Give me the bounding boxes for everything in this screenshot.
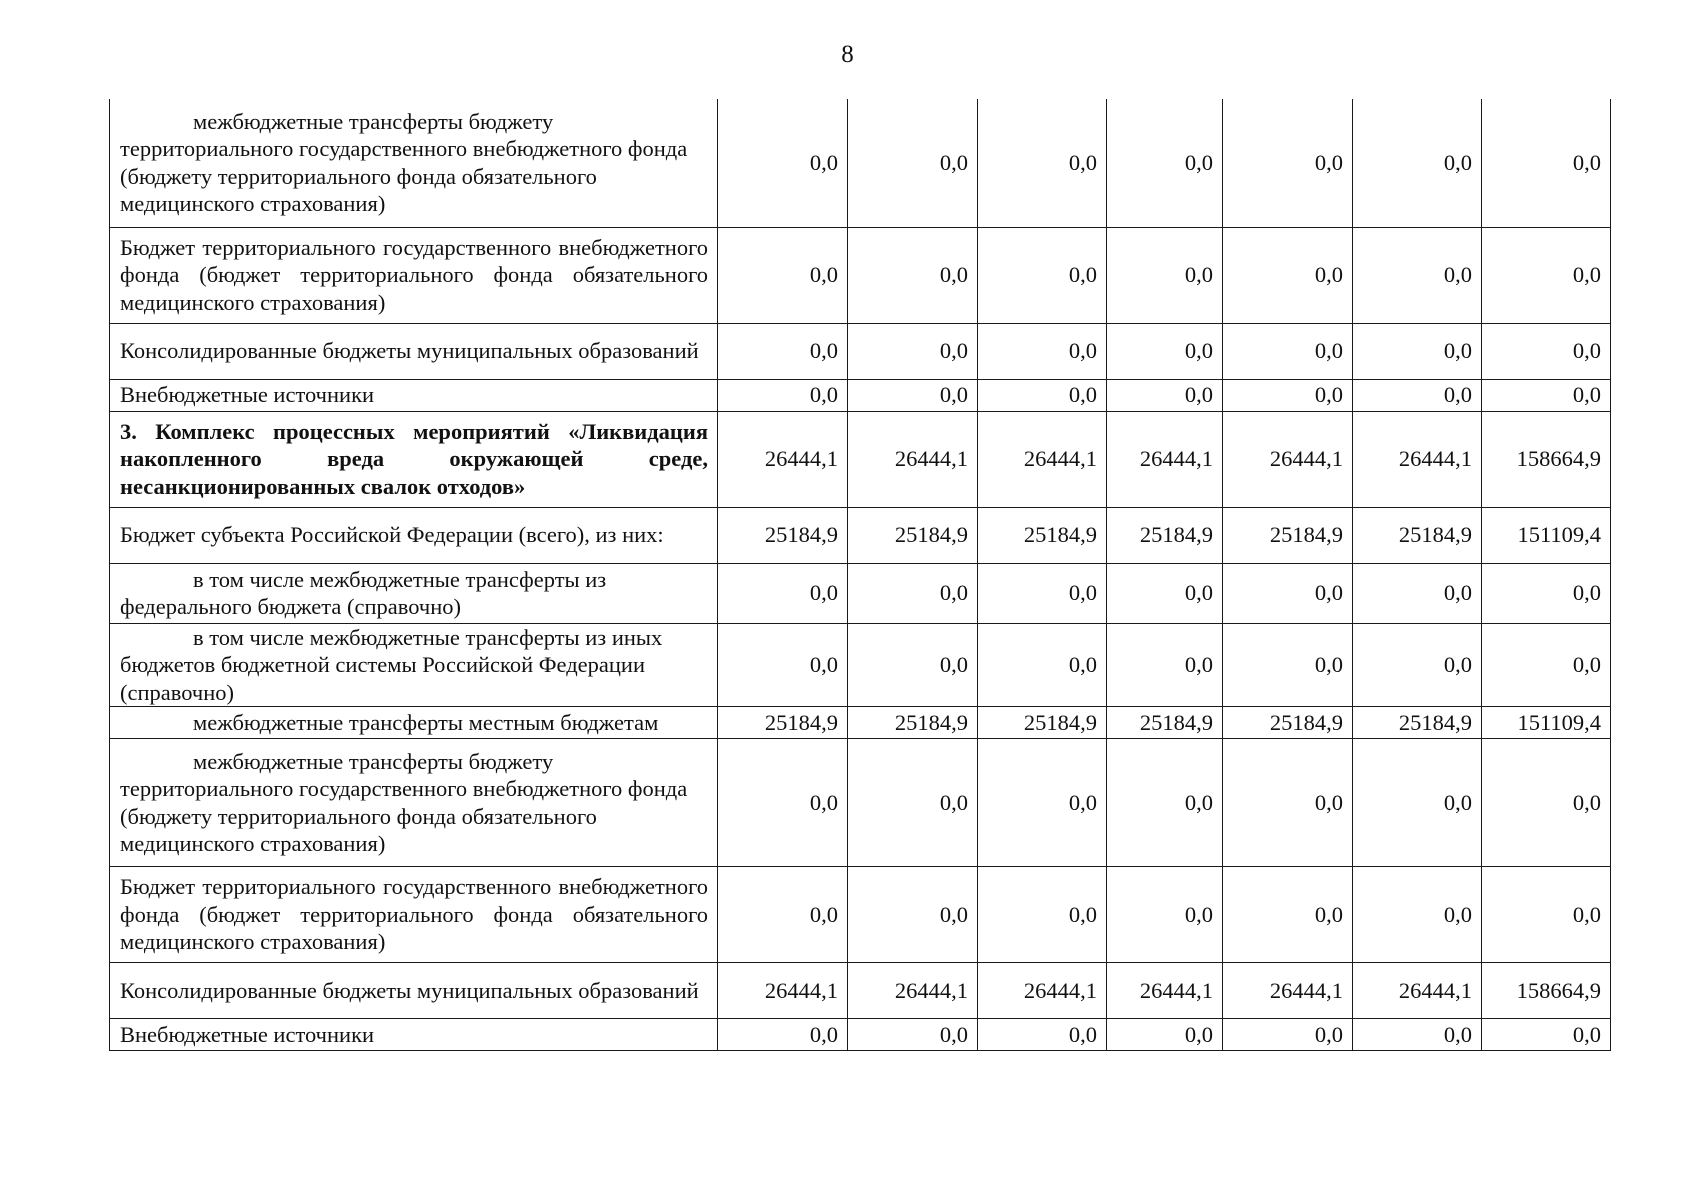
- row-year-value: 25184,9: [1107, 507, 1223, 563]
- row-label: [110, 623, 718, 707]
- row-total-value: 0,0: [1482, 227, 1611, 323]
- row-label: [110, 1019, 718, 1051]
- row-year-value: 26444,1: [1353, 963, 1482, 1019]
- row-total-value: 158664,9: [1482, 411, 1611, 507]
- table-row: [110, 1019, 1611, 1051]
- row-label-text: Бюджет территориального государственного внебюджетного фонда (бюджет территориального фонда обязательного медицинского страхования): [120, 234, 708, 315]
- row-year-value: 25184,9: [978, 507, 1107, 563]
- row-year-value: 25184,9: [1223, 507, 1353, 563]
- row-total-value: 0,0: [1482, 379, 1611, 411]
- row-total-value: 0,0: [1482, 99, 1611, 227]
- row-year-value: 0,0: [1223, 379, 1353, 411]
- row-year-value: 0,0: [978, 563, 1107, 623]
- row-year-value: 0,0: [978, 739, 1107, 867]
- row-label-text: федерального бюджета (справочно): [120, 594, 461, 619]
- row-total-value: 158664,9: [1482, 963, 1611, 1019]
- row-label-text: 3. Комплекс процессных мероприятий «Ликвидация накопленного вреда окружающей среде, несанкционированных свалок отходов»: [120, 418, 708, 499]
- row-year-value: 0,0: [1353, 867, 1482, 963]
- row-year-value: 0,0: [1223, 323, 1353, 379]
- row-year-value: 25184,9: [718, 707, 848, 739]
- table-row: [110, 623, 1611, 707]
- row-year-value: 0,0: [848, 563, 978, 623]
- row-year-value: 26444,1: [1223, 411, 1353, 507]
- row-label: [110, 507, 718, 563]
- row-total-value: 151109,4: [1482, 507, 1611, 563]
- row-year-value: 26444,1: [1223, 963, 1353, 1019]
- row-year-value: 26444,1: [1353, 411, 1482, 507]
- row-year-value: 0,0: [1223, 563, 1353, 623]
- row-label: [110, 379, 718, 411]
- row-year-value: 26444,1: [978, 411, 1107, 507]
- page-number: 8: [841, 41, 854, 68]
- row-year-value: 0,0: [1353, 623, 1482, 707]
- row-year-value: 0,0: [978, 227, 1107, 323]
- row-year-value: 0,0: [1223, 867, 1353, 963]
- table-row: [110, 323, 1611, 379]
- row-label-text: бюджетов бюджетной системы Российской Федерации (справочно): [120, 652, 646, 705]
- row-year-value: 0,0: [1223, 739, 1353, 867]
- table-row: [110, 99, 1611, 227]
- row-year-value: 26444,1: [978, 963, 1107, 1019]
- row-year-value: 0,0: [978, 99, 1107, 227]
- row-total-value: 0,0: [1482, 1019, 1611, 1051]
- table-row: [110, 507, 1611, 563]
- row-year-value: 0,0: [978, 623, 1107, 707]
- row-year-value: 26444,1: [718, 963, 848, 1019]
- row-label-first-line: межбюджетные трансферты бюджету: [193, 748, 554, 774]
- row-year-value: 0,0: [718, 623, 848, 707]
- row-year-value: 0,0: [1223, 1019, 1353, 1051]
- row-label: [110, 563, 718, 623]
- row-label: [110, 411, 718, 507]
- row-label-text: территориального государственного внебюджетного фонда (бюджету территориального фонда обязательного медицинского страхования): [120, 776, 688, 856]
- row-year-value: 0,0: [978, 1019, 1107, 1051]
- table-row: [110, 563, 1611, 623]
- row-label-text: Внебюджетные источники: [120, 382, 375, 408]
- row-label-text: Внебюджетные источники: [120, 1021, 375, 1047]
- row-year-value: 0,0: [718, 323, 848, 379]
- row-year-value: 0,0: [1223, 623, 1353, 707]
- row-year-value: 0,0: [1107, 323, 1223, 379]
- row-label: [110, 739, 718, 867]
- row-label-text: Бюджет территориального государственного внебюджетного фонда (бюджет территориального фонда обязательного медицинского страхования): [120, 874, 708, 955]
- row-label-text: Бюджет субъекта Российской Федерации (всего), из них:: [120, 522, 664, 548]
- row-label-first-line: в том числе межбюджетные трансферты из иных: [193, 624, 663, 650]
- row-year-value: 0,0: [1107, 623, 1223, 707]
- row-year-value: 0,0: [718, 379, 848, 411]
- row-year-value: 25184,9: [978, 707, 1107, 739]
- row-year-value: 0,0: [848, 1019, 978, 1051]
- row-label: [110, 963, 718, 1019]
- row-year-value: 0,0: [718, 227, 848, 323]
- row-label: [110, 323, 718, 379]
- row-year-value: 0,0: [1107, 1019, 1223, 1051]
- row-year-value: 0,0: [848, 867, 978, 963]
- row-year-value: 0,0: [1353, 323, 1482, 379]
- row-year-value: 25184,9: [1353, 507, 1482, 563]
- row-year-value: 0,0: [1107, 99, 1223, 227]
- row-total-value: 0,0: [1482, 623, 1611, 707]
- row-year-value: 0,0: [848, 623, 978, 707]
- row-label-text: Консолидированные бюджеты муниципальных образований: [120, 977, 699, 1003]
- row-year-value: 0,0: [1353, 1019, 1482, 1051]
- row-year-value: 0,0: [718, 867, 848, 963]
- row-year-value: 26444,1: [1107, 411, 1223, 507]
- row-year-value: 0,0: [718, 99, 848, 227]
- row-year-value: 25184,9: [718, 507, 848, 563]
- row-year-value: 0,0: [1223, 99, 1353, 227]
- row-year-value: 0,0: [1107, 867, 1223, 963]
- row-total-value: 0,0: [1482, 563, 1611, 623]
- row-year-value: 0,0: [718, 563, 848, 623]
- table-row: [110, 963, 1611, 1019]
- row-year-value: 25184,9: [848, 507, 978, 563]
- table-row: [110, 411, 1611, 507]
- row-year-value: 26444,1: [1107, 963, 1223, 1019]
- row-label-first-line: в том числе межбюджетные трансферты из: [193, 566, 607, 592]
- row-year-value: 0,0: [848, 379, 978, 411]
- row-year-value: 0,0: [848, 99, 978, 227]
- table-row: [110, 739, 1611, 867]
- row-year-value: 25184,9: [1353, 707, 1482, 739]
- row-year-value: 0,0: [978, 379, 1107, 411]
- row-label: [110, 707, 718, 739]
- row-label-text: территориального государственного внебюджетного фонда (бюджету территориального фонда обязательного медицинского страхования): [120, 136, 688, 217]
- row-year-value: 26444,1: [848, 411, 978, 507]
- row-year-value: 26444,1: [718, 411, 848, 507]
- row-label: [110, 99, 718, 227]
- table-body: [110, 99, 1611, 1051]
- row-year-value: 0,0: [1107, 227, 1223, 323]
- table-row: [110, 227, 1611, 323]
- row-year-value: 0,0: [978, 323, 1107, 379]
- row-year-value: 0,0: [1353, 379, 1482, 411]
- row-year-value: 25184,9: [1107, 707, 1223, 739]
- row-total-value: 0,0: [1482, 739, 1611, 867]
- row-year-value: 0,0: [848, 323, 978, 379]
- row-label: [110, 867, 718, 963]
- row-year-value: 0,0: [978, 867, 1107, 963]
- row-year-value: 0,0: [1353, 99, 1482, 227]
- row-year-value: 0,0: [1107, 379, 1223, 411]
- row-total-value: 151109,4: [1482, 707, 1611, 739]
- row-year-value: 0,0: [1353, 739, 1482, 867]
- row-total-value: 0,0: [1482, 867, 1611, 963]
- row-year-value: 0,0: [718, 739, 848, 867]
- row-year-value: 25184,9: [1223, 707, 1353, 739]
- row-year-value: 0,0: [848, 227, 978, 323]
- row-year-value: 26444,1: [848, 963, 978, 1019]
- row-year-value: 25184,9: [848, 707, 978, 739]
- row-year-value: 0,0: [848, 739, 978, 867]
- row-year-value: 0,0: [1223, 227, 1353, 323]
- row-year-value: 0,0: [1107, 739, 1223, 867]
- row-total-value: 0,0: [1482, 323, 1611, 379]
- row-label: [110, 227, 718, 323]
- budget-table: [109, 99, 1611, 1051]
- row-label-text: Консолидированные бюджеты муниципальных образований: [120, 338, 699, 364]
- row-label-first-line: межбюджетные трансферты местным бюджетам: [193, 709, 659, 735]
- table-row: [110, 379, 1611, 411]
- table-row: [110, 707, 1611, 739]
- row-year-value: 0,0: [718, 1019, 848, 1051]
- row-year-value: 0,0: [1353, 227, 1482, 323]
- row-year-value: 0,0: [1353, 563, 1482, 623]
- row-label-first-line: межбюджетные трансферты бюджету: [193, 108, 554, 134]
- table-row: [110, 867, 1611, 963]
- row-year-value: 0,0: [1107, 563, 1223, 623]
